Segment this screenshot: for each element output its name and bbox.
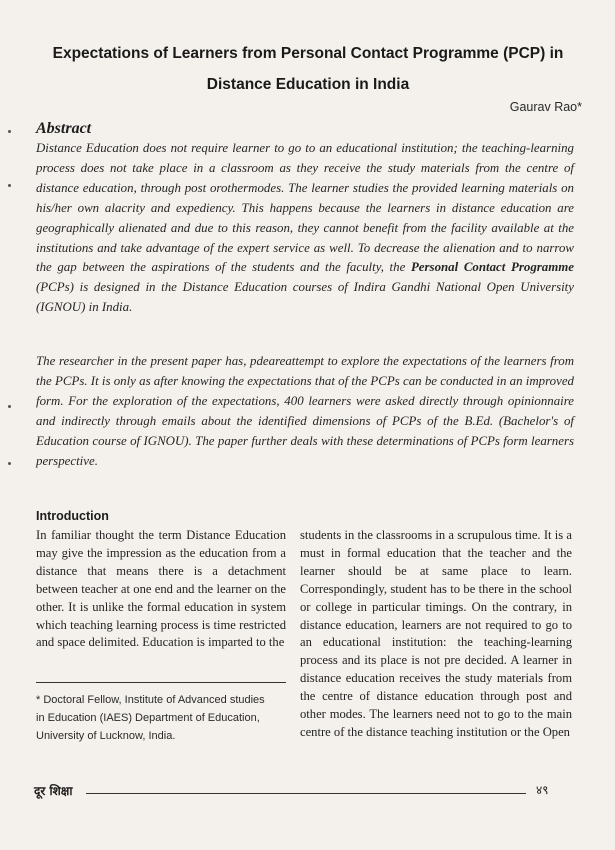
introduction-right-column: students in the classrooms in a scrupulous time. It is a must in formal education that the teacher and the learner should be at same place to learn. Correspondingly, student has to be there in the school or college in particular timings. On the contrary, in distance education, learners are not required to go to an educational institution: the teaching-learning process and its place is not pre decided. A learner in distance education receives the study materials from the centre of distance education through post and other modes. The learners need not to go to the main centre of the distance teaching institution or the Open	[300, 528, 572, 739]
author-name: Gaurav Rao*	[509, 100, 582, 114]
page-number: ४९	[536, 783, 549, 797]
author-footnote: * Doctoral Fellow, Institute of Advanced studies in Education (IAES) Department of Education, University of Lucknow, India.	[36, 694, 265, 742]
scan-speck	[8, 184, 11, 187]
scan-speck	[8, 130, 11, 133]
introduction-heading: Introduction	[36, 509, 109, 523]
abstract-p1-text-b: (PCPs) is designed in the Distance Education courses of Indira Gandhi National Open University (IGNOU) in India.	[36, 280, 574, 315]
paper-title-line-2: Distance Education in India	[206, 76, 410, 93]
scan-speck	[8, 405, 11, 408]
scan-speck	[8, 462, 11, 465]
paper-title-line-1: Expectations of Learners from Personal Contact Programme (PCP) in	[52, 45, 564, 62]
footnote-divider	[36, 682, 286, 683]
abstract-p1-bold-term: Personal Contact Programme	[410, 260, 574, 275]
introduction-left-column: In familiar thought the term Distance Education may give the impression as the education from a distance that means there is a detachment between teacher at one end and the learner on the other. It is unlike the formal education in system which teaching learning process is time restricted and space delimited. Education is imparted to the	[36, 528, 286, 650]
footer-divider	[86, 793, 526, 794]
abstract-paragraph-1	[36, 139, 574, 318]
abstract-p1-text-a: Distance Education does not require learner to go to an educational institution; the teaching-learning process does not take place in a classroom as they receive the study materials from the centre of distance education, through post orothermodes. The learner studies the provided learning materials on his/her own alacrity and expediency. This happens because the learners in distance education are geographically alienated and due to this reason, they cannot benefit from the facility available at the institutions and take advantage of the expert service as well. To decrease the alienation and to narrow the gap between the aspirations of the students and the faculty, the	[36, 141, 574, 275]
abstract-paragraph-2: The researcher in the present paper has, pdeareattempt to explore the expectations of the learners from the PCPs. It is only as after knowing the expectations that of the PCPs can be conducted in an improved form. For the exploration of the expectations, 400 learners were asked directly through opinionnaire and indirectly through emails about the identified dimensions of PCPs of the B.Ed. (Bachelor's of Education course of IGNOU). The paper further deals with these determinations of PCPs form learners perspective.	[36, 354, 574, 468]
abstract-heading: Abstract	[36, 120, 92, 137]
journal-name: दूर शिक्षा	[34, 784, 73, 798]
